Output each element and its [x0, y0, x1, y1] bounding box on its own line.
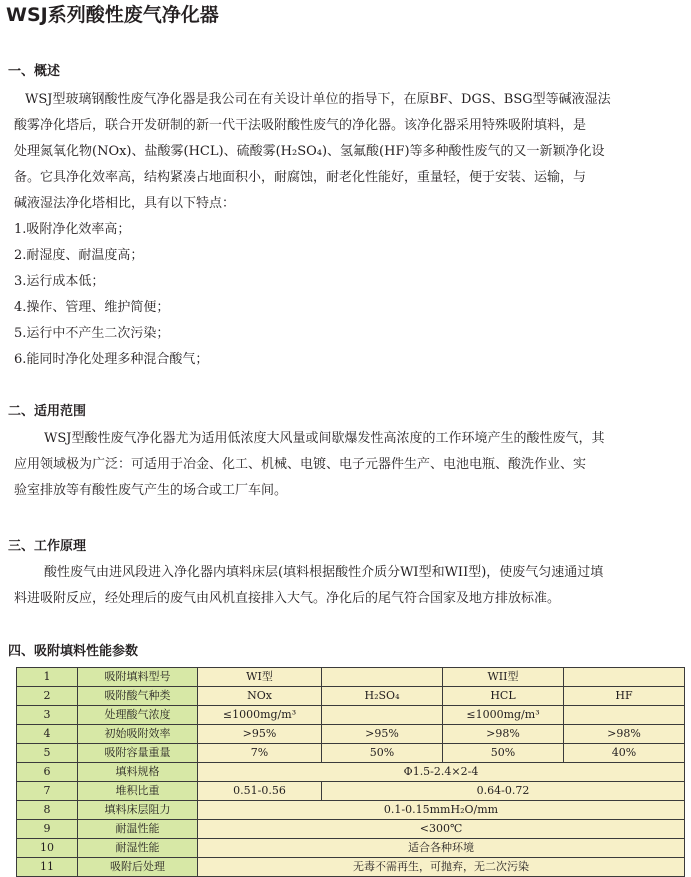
text-line: WSJ型玻璃钢酸性废气净化器是我公司在有关设计单位的指导下，在原BF、DGS、BSG型等碱液湿法 — [25, 92, 611, 107]
parameter-value: 无毒不需再生，可抛弃，无二次污染 — [198, 858, 685, 877]
list-item: 6.能同时净化处理多种混合酸气； — [14, 352, 209, 367]
parameter-value: HCL — [443, 687, 564, 706]
parameter-value — [564, 668, 685, 687]
list-item: 1.吸附净化效率高； — [14, 222, 131, 237]
text-line: 酸性废气由进风段进入净化器内填料床层(填料根据酸性介质分WI型和WII型)，使废气匀速通过填 — [44, 565, 604, 580]
row-number: 8 — [17, 801, 78, 820]
parameter-value: 适合各种环境 — [198, 839, 685, 858]
row-number: 2 — [17, 687, 78, 706]
text-line: 备。它具净化效率高，结构紧凑占地面积小，耐腐蚀，耐老化性能好，重量轻，便于安装、运输，与 — [14, 170, 587, 185]
table-row — [17, 687, 685, 706]
text-line: WSJ型酸性废气净化器尤为适用低浓度大风量或间歇爆发性高浓度的工作环境产生的酸性废气，其 — [44, 431, 605, 446]
parameter-value: 50% — [322, 744, 443, 763]
parameter-name: 堆积比重 — [78, 782, 198, 801]
text-line: 处理氮氧化物(NOx)、盐酸雾(HCL)、硫酸雾(H₂SO₄)、氢氟酸(HF)等多种酸性废气的又一新颖净化设 — [14, 144, 605, 159]
parameter-value: ≤1000mg/m³ — [443, 706, 564, 725]
text-line: 碱液湿法净化塔相比，具有以下特点： — [14, 196, 236, 211]
list-item: 3.运行成本低； — [14, 274, 105, 289]
parameter-name: 处理酸气浓度 — [78, 706, 198, 725]
parameter-name: 吸附填料型号 — [78, 668, 198, 687]
section-heading-overview: 一、概述 — [8, 64, 61, 79]
list-item: 5.运行中不产生二次污染； — [14, 326, 170, 341]
parameter-value: 0.64-0.72 — [322, 782, 685, 801]
feature-list — [14, 217, 208, 373]
parameter-value: 0.51-0.56 — [198, 782, 322, 801]
text-line: 应用领域极为广泛：可适用于冶金、化工、机械、电镀、电子元器件生产、电池电瓶、酸洗作业、实 — [14, 457, 587, 472]
parameter-value: WI型 — [198, 668, 322, 687]
table-row — [17, 782, 685, 801]
parameter-value — [322, 706, 443, 725]
row-number: 4 — [17, 725, 78, 744]
table-row — [17, 668, 685, 687]
row-number: 3 — [17, 706, 78, 725]
table-row — [17, 820, 685, 839]
parameter-name: 初始吸附效率 — [78, 725, 198, 744]
table-row — [17, 706, 685, 725]
parameter-value: <300℃ — [198, 820, 685, 839]
parameter-value: Φ1.5-2.4×2-4 — [198, 763, 685, 782]
parameter-value: 0.1-0.15mmH₂O/mm — [198, 801, 685, 820]
parameter-value: 40% — [564, 744, 685, 763]
parameter-value — [322, 668, 443, 687]
section-heading-parameters: 四、吸附填料性能参数 — [8, 644, 139, 659]
table-row — [17, 744, 685, 763]
parameter-value: >98% — [443, 725, 564, 744]
parameter-value: WII型 — [443, 668, 564, 687]
row-number: 5 — [17, 744, 78, 763]
text-line: 验室排放等有酸性废气产生的场合或工厂车间。 — [14, 483, 288, 498]
parameter-name: 填料床层阻力 — [78, 801, 198, 820]
scope-paragraph — [14, 426, 684, 504]
row-number: 11 — [17, 858, 78, 877]
row-number: 1 — [17, 668, 78, 687]
parameter-name: 耐湿性能 — [78, 839, 198, 858]
parameter-value: >95% — [322, 725, 443, 744]
parameter-name: 吸附容量重量 — [78, 744, 198, 763]
parameter-value: >95% — [198, 725, 322, 744]
table-row — [17, 725, 685, 744]
table-row — [17, 763, 685, 782]
table-row — [17, 801, 685, 820]
parameter-name: 耐温性能 — [78, 820, 198, 839]
parameter-value: NOx — [198, 687, 322, 706]
page-title: WSJ系列酸性废气净化器 — [6, 4, 219, 26]
parameters-table — [16, 667, 685, 877]
parameter-value: 50% — [443, 744, 564, 763]
parameter-value: 7% — [198, 744, 322, 763]
section-heading-scope: 二、适用范围 — [8, 404, 87, 419]
principle-paragraph — [14, 560, 684, 612]
parameter-name: 吸附后处理 — [78, 858, 198, 877]
overview-paragraph — [14, 87, 684, 217]
section-heading-principle: 三、工作原理 — [8, 539, 87, 554]
row-number: 7 — [17, 782, 78, 801]
parameter-value: >98% — [564, 725, 685, 744]
text-line: 酸雾净化塔后，联合开发研制的新一代干法吸附酸性废气的净化器。该净化器采用特殊吸附填料，是 — [14, 118, 587, 133]
parameter-name: 吸附酸气种类 — [78, 687, 198, 706]
row-number: 9 — [17, 820, 78, 839]
table-row — [17, 839, 685, 858]
row-number: 6 — [17, 763, 78, 782]
list-item: 2.耐湿度、耐温度高； — [14, 248, 144, 263]
parameters-table-body — [17, 668, 685, 877]
table-row — [17, 858, 685, 877]
parameter-name: 填料规格 — [78, 763, 198, 782]
parameter-value: HF — [564, 687, 685, 706]
row-number: 10 — [17, 839, 78, 858]
list-item: 4.操作、管理、维护简便； — [14, 300, 170, 315]
parameter-value: ≤1000mg/m³ — [198, 706, 322, 725]
parameter-value — [564, 706, 685, 725]
text-line: 料进吸附反应，经处理后的废气由风机直接排入大气。净化后的尾气符合国家及地方排放标准。 — [14, 591, 561, 606]
parameter-value: H₂SO₄ — [322, 687, 443, 706]
